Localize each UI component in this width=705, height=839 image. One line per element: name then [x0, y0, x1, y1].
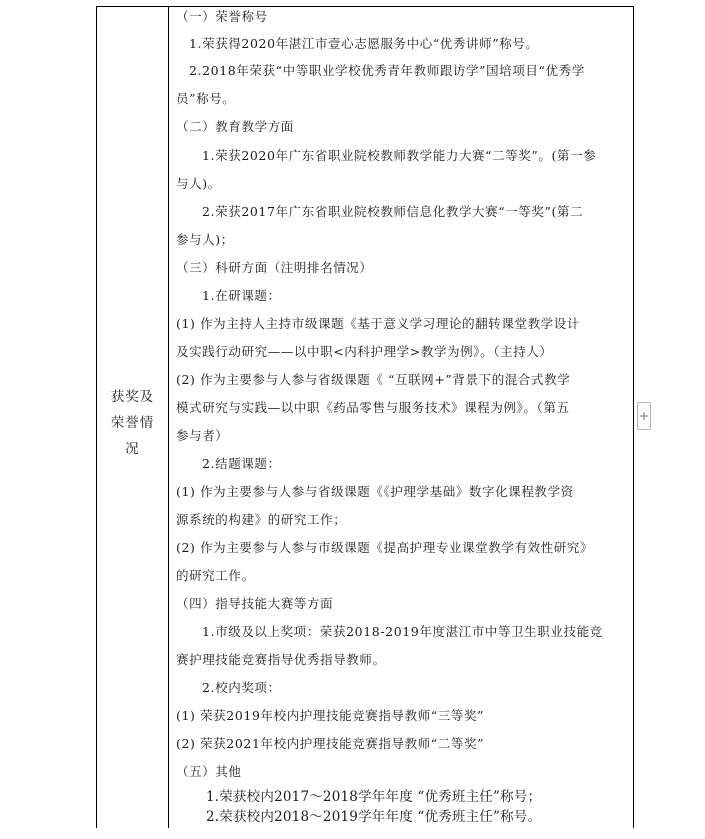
- content-line: 的研究工作。: [176, 568, 255, 583]
- row-label-line-2: 荣誉情: [110, 415, 155, 431]
- content-line: (2) 荣获2021年校内护理技能竞赛指导教师“二等奖”: [176, 736, 485, 751]
- plus-icon: +: [638, 409, 650, 423]
- content-line: (1) 作为主持人主持市级课题《基于意义学习理论的翻转课堂教学设计: [176, 316, 580, 331]
- content-line: 参与人)；: [176, 232, 234, 247]
- table-add-column-handle[interactable]: [637, 402, 651, 430]
- content-line: (2) 作为主要参与人参与市级课题《提高护理专业课堂教学有效性研究》: [176, 540, 594, 555]
- content-line: （一）荣誉称号: [176, 9, 268, 24]
- content-line: (1) 荣获2019年校内护理技能竞赛指导教师“三等奖”: [176, 708, 485, 723]
- content-line: 模式研究与实践—以中职《药品零售与服务技术》课程为例》。（第五: [176, 400, 570, 415]
- content-line: 员”称号。: [176, 91, 236, 106]
- column-divider: [168, 6, 169, 828]
- content-line: 2.结题课题：: [202, 456, 281, 471]
- content-line: （四）指导技能大赛等方面: [176, 596, 334, 611]
- row-label-cell: [97, 384, 168, 462]
- content-line: 2.荣获2017年广东省职业院校教师信息化教学大赛“一等奖”(第二: [202, 204, 584, 219]
- content-line: 1.荣获校内2017～2018学年年度 “优秀班主任”称号；: [206, 789, 542, 805]
- content-line: （五）其他: [176, 764, 242, 779]
- content-line: （二）教育教学方面: [176, 119, 294, 134]
- content-line: 及实践行动研究——以中职<内科护理学>教学为例》。（主持人）: [176, 344, 553, 359]
- content-line: 2.2018年荣获“中等职业学校优秀青年教师跟访学”国培项目“优秀学: [189, 63, 585, 78]
- content-line: 赛护理技能竞赛指导优秀指导教师。: [176, 652, 386, 667]
- content-line: 参与者）: [176, 428, 229, 443]
- content-line: 1.市级及以上奖项：荣获2018-2019年度湛江市中等卫生职业技能竞: [202, 624, 603, 639]
- row-label-line-1: 获奖及: [110, 389, 155, 405]
- content-line: 1.在研课题：: [202, 288, 281, 303]
- content-line: 1.荣获得2020年湛江市壹心志愿服务中心“优秀讲师”称号。: [189, 36, 539, 51]
- content-line: (2) 作为主要参与人参与省级课题《 “互联网+”背景下的混合式教学: [176, 372, 571, 387]
- row-label-line-3: 况: [125, 441, 140, 457]
- content-line: (1) 作为主要参与人参与省级课题《《护理学基础》数字化课程教学资: [176, 484, 574, 499]
- content-line: 1.荣获2020年广东省职业院校教师教学能力大赛“二等奖”。(第一参: [202, 148, 597, 163]
- content-line: 2.校内奖项：: [202, 680, 281, 695]
- content-line: 源系统的构建》的研究工作；: [176, 512, 347, 527]
- content-line: （三）科研方面（注明排名情况）: [176, 260, 373, 275]
- content-line: 2.荣获校内2018～2019学年年度 “优秀班主任”称号。: [206, 809, 542, 825]
- content-line: 与人)。: [176, 176, 221, 191]
